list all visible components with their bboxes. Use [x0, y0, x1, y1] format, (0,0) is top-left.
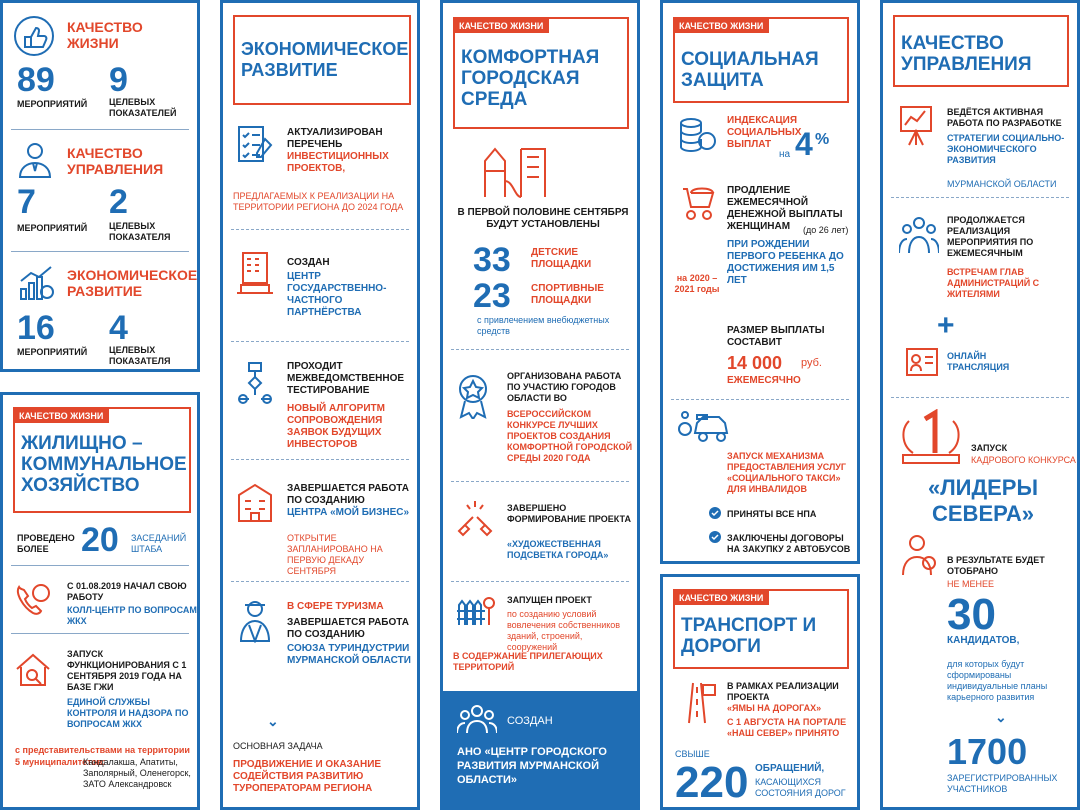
- selection-text: В РЕЗУЛЬТАТЕ БУДЕТ ОТОБРАНО: [947, 555, 1045, 576]
- indicators-count: 9: [109, 61, 128, 99]
- sport-playgrounds-label: СПОРТИВНЫЕ ПЛОЩАДКИ: [531, 283, 604, 306]
- indexation-percent: %: [815, 131, 830, 148]
- social-taxi-icon: [677, 407, 729, 443]
- participants-count: 1700: [947, 731, 1028, 772]
- presentation-board-icon: [899, 103, 939, 147]
- ppp-text: СОЗДАН: [287, 257, 330, 268]
- econ-events-count: 16: [17, 309, 55, 347]
- requests-count: 220: [675, 758, 749, 807]
- territory-project-desc: по созданию условий вовлечения собственников зданий, строений, сооружений: [507, 609, 621, 652]
- social-tag: КАЧЕСТВО ЖИЗНИ: [673, 19, 769, 33]
- baby-stroller-icon: [677, 183, 717, 223]
- portal-text: С 1 АВГУСТА НА ПОРТАЛЕ «НАШ СЕВЕР» ПРИНЯТО: [727, 717, 847, 738]
- checklist-icon: [235, 125, 273, 165]
- years-label: на 2020 – 2021 годы: [674, 273, 720, 294]
- chevron-down-icon: ⌄: [267, 713, 279, 729]
- held-label: ПРОВЕДЕНО БОЛЕЕ: [17, 533, 75, 554]
- kids-playgrounds-label: ДЕТСКИЕ ПЛОЩАДКИ: [531, 247, 592, 270]
- transport-title: ТРАНСПОРТ И ДОРОГИ: [681, 615, 817, 657]
- economy-panel: [220, 0, 420, 810]
- ano-created-label: СОЗДАН: [507, 715, 553, 727]
- municipalities-count: 5 муниципалитетов:: [15, 757, 106, 767]
- territory-project-goal: В СОДЕРЖАНИЕ ПРИЛЕГАЮЩИХ ТЕРРИТОРИЙ: [453, 651, 603, 672]
- house-search-icon: [13, 649, 53, 689]
- payment-period: ЕЖЕМЕСЯЧНО: [727, 375, 801, 386]
- contest-text: ОРГАНИЗОВАНА РАБОТА ПО УЧАСТИЮ ГОРОДОВ ОБЛАСТИ ВО: [507, 371, 622, 403]
- check-circle-icon: [709, 507, 721, 519]
- payment-amount: 14 000: [727, 353, 783, 373]
- tourism-label: В СФЕРЕ ТУРИЗМА: [287, 601, 384, 612]
- mgmt-events-label: МЕРОПРИЯТИЙ: [17, 223, 88, 233]
- economy-title: ЭКОНОМИЧЕСКОЕ РАЗВИТИЕ: [241, 39, 409, 80]
- control-service: ЕДИНОЙ СЛУЖБЫ КОНТРОЛЯ И НАДЗОРА ПО ВОПРОСАМ ЖКХ: [67, 697, 189, 729]
- urban-tag: КАЧЕСТВО ЖИЗНИ: [453, 19, 549, 33]
- mgmt-events-count: 7: [17, 183, 36, 221]
- spotlight-icon: [455, 497, 495, 537]
- mybiz-note: ОТКРЫТИЕ ЗАПЛАНИРОВАНО НА ПЕРВУЮ ДЕКАДУ СЕНТЯБРЯ: [287, 533, 383, 576]
- tourism-union-name: СОЮЗА ТУРИНДУСТРИИ МУРМАНСКОЙ ОБЛАСТИ: [287, 643, 411, 666]
- phone-support-icon: [13, 581, 53, 619]
- housing-panel: [0, 392, 200, 810]
- main-task-label: ОСНОВНАЯ ЗАДАЧА: [233, 741, 323, 751]
- indexation-value: 4: [795, 126, 813, 162]
- online-stream: ОНЛАЙН ТРАНСЛЯЦИЯ: [947, 351, 1010, 372]
- check-circle-icon: [709, 531, 721, 543]
- payment-condition: ПРИ РОЖДЕНИИ ПЕРВОГО РЕБЕНКА ДО ДОСТИЖЕНИЯ ИМ 1,5 ЛЕТ: [727, 239, 844, 286]
- over-label: СВЫШЕ: [675, 749, 710, 759]
- economic-development-title: ЭКОНОМИЧЕСКОЕ РАЗВИТИЕ: [67, 267, 198, 299]
- kids-playgrounds-count: 33: [473, 241, 511, 279]
- not-less-label: НЕ МЕНЕЕ: [947, 579, 995, 589]
- investor-algorithm: НОВЫЙ АЛГОРИТМ СОПРОВОЖДЕНИЯ ЗАЯВОК БУДУЩИХ ИНВЕСТОРОВ: [287, 403, 385, 450]
- bus-contracts: ЗАКЛЮЧЕНЫ ДОГОВОРЫ НА ЗАКУПКУ 2 АВТОБУСОВ: [727, 533, 851, 554]
- pits-project-name: «ЯМЫ НА ДОРОГАХ»: [727, 703, 822, 713]
- management-quality-title: КАЧЕСТВО УПРАВЛЕНИЯ: [67, 145, 164, 177]
- representations-text: с представительствами на территории: [15, 745, 190, 755]
- road-icon: [677, 681, 717, 725]
- id-card-icon: [905, 347, 939, 377]
- leaders-of-north: «ЛИДЕРЫ СЕВЕРА»: [927, 475, 1039, 526]
- contest-launch: ЗАПУСК: [971, 443, 1008, 453]
- indexation-on: на: [779, 149, 791, 160]
- payment-extension-text: ПРОДЛЕНИЕ ЕЖЕМЕСЯЧНОЙ ДЕНЕЖНОЙ ВЫПЛАТЫ ЖЕНЩИНАМ: [727, 185, 843, 232]
- sport-playgrounds-count: 23: [473, 277, 511, 315]
- social-panel: [660, 0, 860, 564]
- projects-note: ПРЕДЛАГАЕМЫХ К РЕАЛИЗАЦИИ НА ТЕРРИТОРИИ РЕГИОНА ДО 2024 ГОДА: [233, 191, 404, 212]
- main-task-text: ПРОДВИЖЕНИЕ И ОКАЗАНИЕ СОДЕЙСТВИЯ РАЗВИТИЮ ТУРОПЕРАТОРАМ РЕГИОНА: [233, 759, 382, 794]
- tourist-icon: [235, 599, 275, 643]
- indicators-label: ЦЕЛЕВЫХ ПОКАЗАТЕЛЕЙ: [109, 97, 177, 118]
- candidates-label: КАНДИДАТОВ,: [947, 635, 1020, 646]
- people-group-icon: [457, 703, 497, 735]
- plus-sign: +: [937, 309, 955, 342]
- age-limit: (до 26 лет): [803, 225, 849, 235]
- business-center-icon: [235, 481, 275, 523]
- strategy-text: ВЕДЁТСЯ АКТИВНАЯ РАБОТА ПО РАЗРАБОТКЕ: [947, 107, 1062, 128]
- strategy-region: МУРМАНСКОЙ ОБЛАСТИ: [947, 179, 1057, 189]
- npa-accepted: ПРИНЯТЫ ВСЕ НПА: [727, 509, 817, 519]
- extra-budget-note: с привлечением внебюджетных средств: [477, 315, 610, 336]
- payment-currency: руб.: [801, 357, 822, 369]
- fence-tree-icon: [455, 591, 495, 627]
- flowchart-icon: [235, 361, 275, 405]
- municipalities-list: Кандалакша, Апатиты, Заполярный, Оленегорск, ЗАТО Александровск: [83, 757, 191, 789]
- meeting-people-icon: [899, 215, 939, 255]
- mgmt-indicators-label: ЦЕЛЕВЫХ ПОКАЗАТЕЛЯ: [109, 221, 171, 242]
- urban-title: КОМФОРТНАЯ ГОРОДСКАЯ СРЕДА: [461, 47, 600, 110]
- urban-panel: [440, 0, 640, 810]
- events-label: МЕРОПРИЯТИЙ: [17, 99, 88, 109]
- candidates-count: 30: [947, 590, 996, 639]
- strategy-name: СТРАТЕГИИ СОЦИАЛЬНО-ЭКОНОМИЧЕСКОГО РАЗВИТИЯ: [947, 133, 1065, 165]
- thumbs-up-icon: [13, 15, 55, 57]
- management-title: КАЧЕСТВО УПРАВЛЕНИЯ: [901, 33, 1032, 75]
- manager-icon: [15, 139, 55, 179]
- ano-name: АНО «ЦЕНТР ГОРОДСКОГО РАЗВИТИЯ МУРМАНСКОЙ ОБЛАСТИ»: [457, 746, 607, 786]
- meetings-count: 20: [81, 521, 119, 559]
- housing-tag: КАЧЕСТВО ЖИЗНИ: [13, 409, 109, 423]
- award-medal-icon: [455, 373, 491, 419]
- contest-kind: КАДРОВОГО КОНКУРСА: [971, 455, 1076, 465]
- meetings-label: ЗАСЕДАНИЙ ШТАБА: [131, 533, 187, 554]
- urban-intro: В ПЕРВОЙ ПОЛОВИНЕ СЕНТЯБРЯ БУДУТ УСТАНОВЛЕНЫ: [457, 207, 629, 230]
- contest-name: ВСЕРОССИЙСКОМ КОНКУРСЕ ЛУЧШИХ ПРОЕКТОВ СОЗДАНИЯ КОМФОРТНОЙ ГОРОДСКОЙ СРЕДЫ 2020 ГОДА: [507, 409, 633, 463]
- indexation-text: ИНДЕКСАЦИЯ СОЦИАЛЬНЫХ ВЫПЛАТ: [727, 115, 802, 150]
- econ-indicators-label: ЦЕЛЕВЫХ ПОКАЗАТЕЛЯ: [109, 345, 171, 366]
- callcenter-text: С 01.08.2019 НАЧАЛ СВОЮ РАБОТУ: [67, 581, 187, 602]
- pits-project-text: В РАМКАХ РЕАЛИЗАЦИИ ПРОЕКТА: [727, 681, 839, 702]
- territory-project-text: ЗАПУЩЕН ПРОЕКТ: [507, 595, 592, 605]
- quality-of-life-title: КАЧЕСТВО ЖИЗНИ: [67, 19, 143, 51]
- projects-text: АКТУАЛИЗИРОВАН ПЕРЕЧЕНЬ: [287, 127, 383, 150]
- participants-label: ЗАРЕГИСТРИРОВАННЫХ УЧАСТНИКОВ: [947, 773, 1058, 794]
- events-count: 89: [17, 61, 55, 99]
- tourism-text: ЗАВЕРШАЕТСЯ РАБОТА ПО СОЗДАНИЮ: [287, 617, 409, 640]
- payment-size-text: РАЗМЕР ВЫПЛАТЫ СОСТАВИТ: [727, 325, 825, 348]
- laurel-first-place-icon: [895, 409, 967, 467]
- requests-label: ОБРАЩЕНИЙ,: [755, 763, 825, 774]
- lighting-text: ЗАВЕРШЕНО ФОРМИРОВАНИЕ ПРОЕКТА: [507, 503, 631, 524]
- coins-icon: [677, 115, 717, 153]
- meetings-name: ВСТРЕЧАМ ГЛАВ АДМИНИСТРАЦИЙ С ЖИТЕЛЯМИ: [947, 267, 1040, 299]
- lighting-project: «ХУДОЖЕСТВЕННАЯ ПОДСВЕТКА ГОРОДА»: [507, 539, 609, 560]
- launch-text: ЗАПУСК ФУНКЦИОНИРОВАНИЯ С 1 СЕНТЯБРЯ 2019 ГОДА НА БАЗЕ ГЖИ: [67, 649, 187, 692]
- econ-indicators-count: 4: [109, 309, 128, 347]
- testing-text: ПРОХОДИТ МЕЖВЕДОМСТВЕННОЕ ТЕСТИРОВАНИЕ: [287, 361, 405, 396]
- mybiz-text: ЗАВЕРШАЕТСЯ РАБОТА ПО СОЗДАНИЮ: [287, 483, 409, 506]
- social-title: СОЦИАЛЬНАЯ ЗАЩИТА: [681, 49, 819, 91]
- requests-desc: КАСАЮЩИХСЯ СОСТОЯНИЯ ДОРОГ: [755, 777, 846, 798]
- transport-tag: КАЧЕСТВО ЖИЗНИ: [673, 591, 769, 605]
- ppp-center-name: ЦЕНТР ГОСУДАРСТВЕННО-ЧАСТНОГО ПАРТНЁРСТВА: [287, 271, 387, 318]
- transport-panel: [660, 574, 860, 810]
- meetings-text: ПРОДОЛЖАЕТСЯ РЕАЛИЗАЦИЯ МЕРОПРИЯТИЯ ПО ЕЖЕМЕСЯЧНЫМ: [947, 215, 1034, 258]
- projects-name: ИНВЕСТИЦИОННЫХ ПРОЕКТОВ,: [287, 151, 389, 174]
- building-icon: [235, 251, 275, 295]
- candidates-icon: [897, 533, 937, 577]
- mybiz-name: ЦЕНТРА «МОЙ БИЗНЕС»: [287, 507, 410, 518]
- chevron-down-icon: ⌄: [995, 709, 1007, 725]
- career-plans-text: для которых будут сформированы индивидуальные планы карьерного развития: [947, 659, 1048, 702]
- social-taxi-text: ЗАПУСК МЕХАНИЗМА ПРЕДОСТАВЛЕНИЯ УСЛУГ «СОЦИАЛЬНОГО ТАКСИ» ДЛЯ ИНВАЛИДОВ: [727, 451, 847, 494]
- management-panel: [880, 0, 1080, 810]
- playground-icon: [477, 141, 557, 199]
- callcenter-name: КОЛЛ-ЦЕНТР ПО ВОПРОСАМ ЖКХ: [67, 605, 197, 626]
- summary-panel: [0, 0, 200, 372]
- mgmt-indicators-count: 2: [109, 183, 128, 221]
- econ-events-label: МЕРОПРИЯТИЙ: [17, 347, 88, 357]
- growth-chart-icon: [17, 265, 57, 301]
- housing-title: ЖИЛИЩНО – КОММУНАЛЬНОЕ ХОЗЯЙСТВО: [21, 433, 187, 496]
